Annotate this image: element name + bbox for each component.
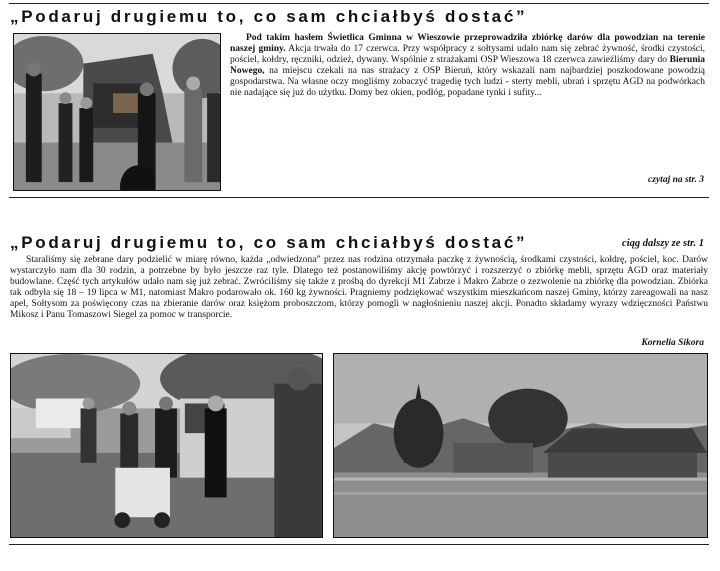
top-rule (9, 3, 709, 4)
read-more-link: czytaj na str. 3 (648, 175, 704, 185)
top-article-paragraph (230, 33, 705, 100)
photo-volunteers-van-cart (10, 353, 323, 538)
bottom-rule (9, 544, 709, 545)
continued-headline: „Podaruj drugiemu to, co sam chciałbyś dostać” (10, 233, 528, 252)
continued-from-label: ciąg dalszy ze str. 1 (622, 238, 704, 249)
middle-rule (9, 197, 709, 198)
top-headline: „Podaruj drugiemu to, co sam chciałbyś dostać” (10, 7, 528, 26)
photo-volunteers-car-trunk-image (14, 34, 220, 190)
photo-volunteers-car-trunk (13, 33, 221, 191)
continued-article-text: Staraliśmy się zebrane dary podzielić w miarę równo, każda „odwiedzona” przez nas rodzina otrzymała paczkę z żywnością, środkami czystości, kołdrę, pościel, koc. Darów wystarczyło nam dla 30 rodzin, a potrzebne by było jeszcze raz tyle. Dlatego też postanowiliśmy akcję powtórzyć i rozszerzyć o zbiórkę mebli, sprzętu AGD oraz materiały budowlane. Część tych artykułów udało nam się już zebrać. Zwróciliśmy się także z prośbą do dyrekcji M1 Zabrze i Makro Zabrze o zezwolenie na zbiórkę dla powodzian. Zbiórka tak odbyła się 18 – 19 lipca w M1, natomiast Makro podarowało ok. 160 kg żywności. Pragniemy podziękować wszystkim mieszkańcom naszej Gminy, którzy zareagowali na nasz apel, Sołtysom za poświęcony czas na zbieranie darów oraz księżom proboszczom, którzy pomogli w nagłośnieniu naszej akcji. Ponadto składamy wyrazy wdzięczności Państwu Mikosz i Panu Tomaszowi Siegel za pomoc w transporcie. (10, 255, 708, 321)
top-article-body (230, 33, 705, 100)
top-article-text-2: na miejscu czekali na nas strażacy z OSP Bieruń, który wskazali nam najbardziej poszkodowane powodzią gospodarstwa. Na własne oczy mogliśmy zobaczyć tragedię tych ludzi - sterty mebli, ubrań i sprzętu AGD na podwórkach nie nadające się już do użytku. Domy bez okien, podłóg, popadane tynki i sufity... (230, 66, 705, 99)
article-author: Kornelia Sikora (641, 338, 704, 348)
photo-flooded-houses (333, 353, 708, 538)
continued-article-body (10, 255, 708, 322)
photo-volunteers-van-cart-image (11, 354, 322, 537)
top-article-place: Bierunia Nowego, (230, 55, 705, 77)
top-article-text-1: Akcja trwała do 17 czerwca. Przy współpracy z sołtysami udało nam się zebrać żywność, środki czystości, pościel, kołdry, ręczniki, odzież, dywany. Wspólnie z strażakami OSP Wieszowa 18 czerwca zawieźliśmy dary do (230, 44, 706, 66)
top-article-lead: Pod takim hasłem Świetlica Gminna w Wieszowie przeprowadziła zbiórkę darów dla powodzian na terenie naszej gminy. (230, 33, 705, 55)
photo-flooded-houses-image (334, 354, 707, 537)
